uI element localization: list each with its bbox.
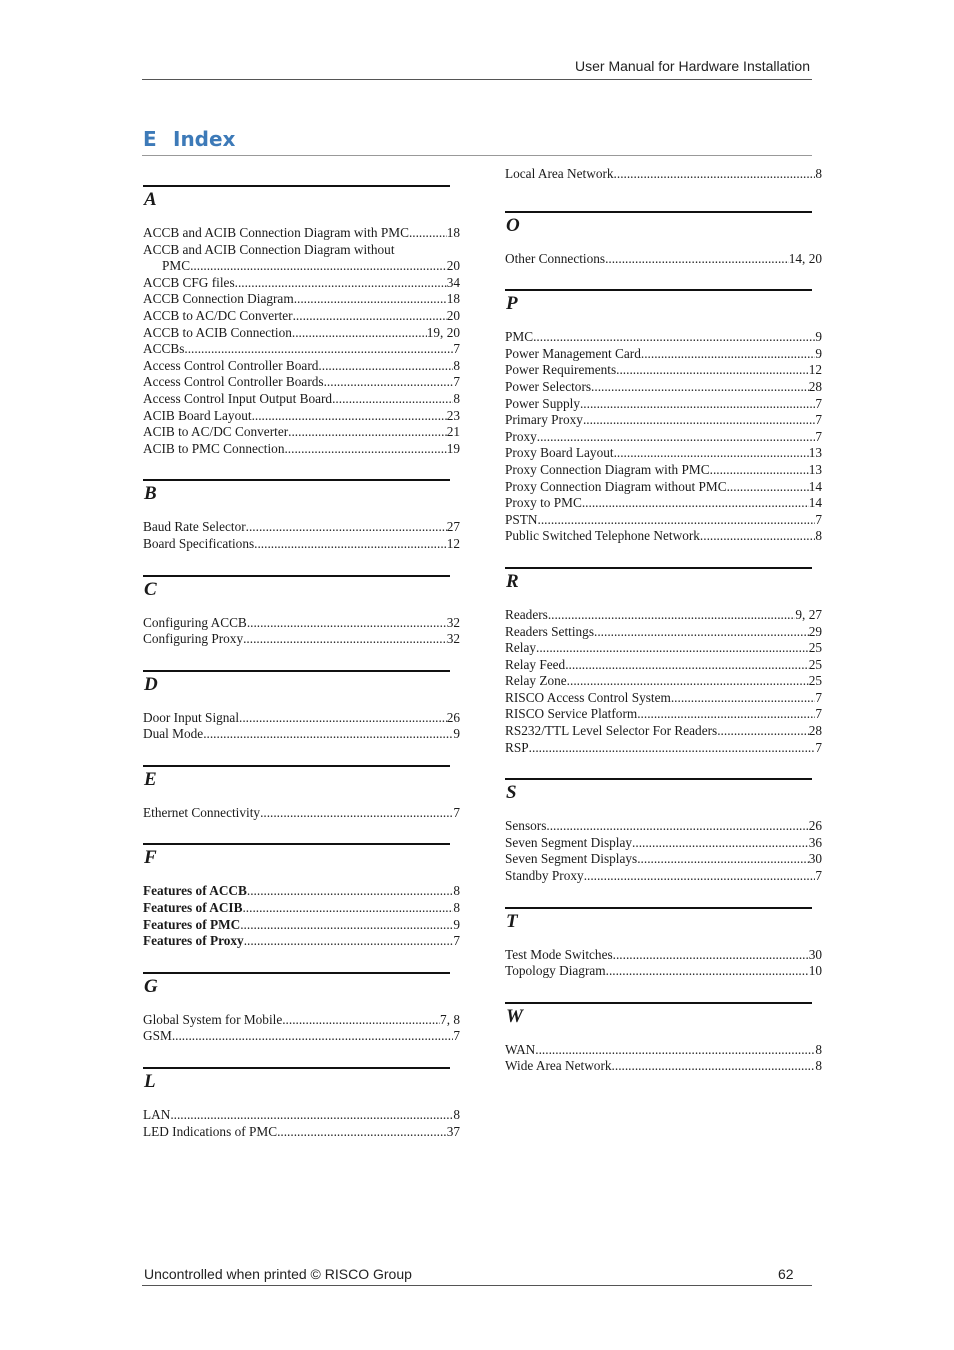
index-section — [143, 843, 460, 949]
index-entry — [505, 412, 822, 429]
index-page-ref: 26 — [808, 818, 822, 834]
dot-leader — [190, 258, 447, 275]
index-term: Wide Area Network — [505, 1058, 612, 1074]
index-section — [143, 185, 460, 457]
index-page-ref: 26 — [446, 709, 460, 725]
index-entry — [143, 710, 460, 727]
page-header-text: User Manual for Hardware Installation — [575, 58, 810, 74]
index-entry — [505, 690, 822, 707]
footer-rule — [142, 1285, 812, 1286]
dot-leader — [172, 1028, 454, 1045]
dot-leader — [254, 536, 447, 553]
index-page-ref: 7 — [815, 428, 822, 444]
index-entry — [505, 657, 822, 674]
dot-leader — [293, 308, 447, 325]
index-term: Configuring Proxy — [143, 631, 244, 647]
section-letter: F — [144, 847, 157, 869]
dot-leader — [605, 251, 789, 268]
dot-leader — [324, 374, 454, 391]
dot-leader — [247, 615, 447, 632]
index-term: Features of Proxy — [143, 933, 244, 949]
title-rule — [142, 155, 812, 156]
index-section — [505, 211, 822, 268]
section-entries — [143, 1107, 460, 1140]
index-entry — [505, 1042, 822, 1059]
index-entry — [143, 275, 460, 292]
index-page-ref: 12 — [808, 362, 822, 378]
section-entries — [143, 225, 460, 457]
dot-leader — [247, 883, 453, 900]
index-title — [143, 127, 235, 151]
index-section — [143, 765, 460, 822]
dot-leader — [242, 900, 453, 917]
index-page-ref: 8 — [453, 357, 460, 373]
index-entry — [143, 291, 460, 308]
section-letter: G — [144, 975, 158, 997]
dot-leader — [288, 424, 447, 441]
index-term: RS232/TTL Level Selector For Readers — [505, 723, 718, 739]
index-column-right — [505, 160, 822, 1075]
index-entry — [143, 1012, 460, 1029]
index-section — [505, 567, 822, 756]
index-term: Board Specifications — [143, 535, 255, 551]
index-page-ref: 9 — [453, 726, 460, 742]
dot-leader — [614, 445, 809, 462]
dot-leader — [244, 933, 454, 950]
index-page-ref: 19 — [446, 440, 460, 456]
section-entries — [143, 615, 460, 648]
section-letter: A — [144, 189, 157, 210]
index-page-ref: 30 — [808, 946, 822, 962]
section-letter: T — [506, 910, 518, 932]
index-page-ref: 25 — [808, 673, 822, 689]
index-page-ref: 8 — [453, 883, 460, 899]
dot-leader — [277, 1124, 447, 1141]
dot-leader — [294, 291, 447, 308]
index-term: LAN — [143, 1107, 171, 1123]
index-page-ref: 23 — [446, 407, 460, 423]
index-page-ref: 7 — [815, 868, 822, 884]
index-term: ACCB to AC/DC Converter — [143, 307, 293, 323]
dot-leader — [533, 329, 815, 346]
index-term: Seven Segment Display — [505, 834, 633, 850]
index-term: Readers — [505, 606, 548, 622]
index-term: Relay Zone — [505, 673, 567, 689]
section-letter: C — [144, 578, 157, 600]
dot-leader — [529, 740, 816, 757]
index-page-ref: 7 — [815, 689, 822, 705]
dot-leader — [616, 362, 809, 379]
index-page-ref: 27 — [446, 519, 460, 535]
section-letter: W — [506, 1005, 523, 1027]
index-page-ref: 18 — [446, 225, 460, 240]
index-term: WAN — [505, 1041, 536, 1057]
index-entry — [143, 341, 460, 358]
index-entry — [143, 1124, 460, 1141]
section-entries — [143, 1012, 460, 1045]
index-term: Access Control Input Output Board — [143, 390, 333, 406]
dot-leader — [535, 1042, 815, 1059]
index-page-ref: 14 — [808, 478, 822, 494]
index-entry — [505, 346, 822, 363]
index-section — [143, 1067, 460, 1140]
section-entries — [143, 883, 460, 949]
footer-copyright: Uncontrolled when printed © RISCO Group — [144, 1266, 412, 1282]
index-lead-entries — [505, 166, 822, 183]
index-section — [143, 670, 460, 743]
dot-leader — [594, 624, 809, 641]
section-letter: B — [144, 483, 157, 505]
header-rule — [142, 79, 812, 80]
dot-leader — [246, 519, 447, 536]
index-page-ref: 30 — [808, 851, 822, 867]
index-page-ref: 36 — [808, 834, 822, 850]
dot-leader — [203, 726, 453, 743]
section-entries — [143, 710, 460, 743]
dot-leader — [538, 512, 816, 529]
index-entry — [143, 1107, 460, 1124]
dot-leader — [537, 429, 816, 446]
index-term: Seven Segment Displays — [505, 851, 638, 867]
index-page-ref: 21 — [446, 424, 460, 440]
index-page-ref: 8 — [815, 1041, 822, 1057]
section-entries — [505, 607, 822, 756]
index-entry — [505, 723, 822, 740]
dot-leader — [580, 396, 815, 413]
dot-leader — [606, 963, 809, 980]
index-entry — [143, 308, 460, 325]
index-entry — [505, 362, 822, 379]
index-entry — [505, 851, 822, 868]
index-entry — [505, 251, 822, 268]
index-term: LED Indications of PMC — [143, 1123, 278, 1139]
section-entries — [505, 1042, 822, 1075]
index-entry — [505, 607, 822, 624]
index-term: ACIB Board Layout — [143, 407, 252, 423]
index-entry — [505, 818, 822, 835]
index-page-ref: 8 — [453, 900, 460, 916]
index-term: GSM — [143, 1028, 172, 1044]
index-term: Standby Proxy — [505, 868, 584, 884]
index-page-ref: 19, 20 — [426, 324, 460, 340]
index-page-ref: 18 — [446, 291, 460, 307]
index-section — [505, 778, 822, 884]
dot-leader — [239, 710, 447, 727]
index-term: Global System for Mobile — [143, 1011, 283, 1027]
index-term: Topology Diagram — [505, 963, 606, 979]
index-page-ref: 20 — [446, 258, 460, 274]
section-letter: E — [144, 768, 157, 790]
index-page-ref: 7 — [453, 933, 460, 949]
dot-leader — [637, 851, 808, 868]
index-page-ref: 8 — [815, 166, 822, 181]
index-section — [505, 1002, 822, 1075]
index-term: Sensors — [505, 818, 547, 834]
index-entry — [505, 479, 822, 496]
index-entry — [505, 868, 822, 885]
dot-leader — [613, 947, 809, 964]
index-entry — [505, 673, 822, 690]
index-term: Ethernet Connectivity — [143, 804, 261, 820]
index-page-ref: 9 — [815, 345, 822, 361]
index-term: Test Mode Switches — [505, 946, 613, 962]
index-entry — [143, 1028, 460, 1045]
index-term: PMC — [505, 329, 534, 345]
index-section — [143, 575, 460, 648]
index-section — [143, 972, 460, 1045]
index-entry — [505, 445, 822, 462]
index-page-ref: 34 — [446, 274, 460, 290]
index-entry — [505, 512, 822, 529]
index-page-ref: 7 — [453, 1028, 460, 1044]
index-entry — [143, 883, 460, 900]
section-letter: P — [506, 293, 518, 315]
index-term: Relay Feed — [505, 656, 566, 672]
index-page-ref: 13 — [808, 461, 822, 477]
index-entry — [505, 379, 822, 396]
index-term: ACCB Connection Diagram — [143, 291, 294, 307]
index-entry — [505, 329, 822, 346]
index-section — [143, 479, 460, 552]
index-page-ref: 7 — [453, 804, 460, 820]
index-page-ref: 25 — [808, 656, 822, 672]
index-entry — [143, 358, 460, 375]
index-page-ref: 28 — [808, 723, 822, 739]
index-entry — [505, 624, 822, 641]
dot-leader — [583, 412, 815, 429]
dot-leader — [235, 275, 447, 292]
index-term: Readers Settings — [505, 623, 595, 639]
footer-page-number: 62 — [778, 1266, 794, 1282]
index-section — [505, 289, 822, 545]
index-term: Power Management Card — [505, 345, 641, 361]
dot-leader — [184, 341, 453, 358]
index-term: Features of PMC — [143, 916, 241, 932]
index-entry — [143, 805, 460, 822]
index-term: Proxy Board Layout — [505, 445, 614, 461]
index-entry — [143, 424, 460, 441]
index-term: RSP — [505, 739, 529, 755]
index-entry — [505, 166, 822, 183]
index-entry — [143, 374, 460, 391]
index-term: Relay — [505, 640, 537, 656]
dot-leader — [671, 690, 815, 707]
index-entry — [143, 900, 460, 917]
index-entry — [143, 726, 460, 743]
index-term: ACIB to PMC Connection — [143, 440, 285, 456]
dot-leader — [565, 657, 809, 674]
index-entry — [505, 1058, 822, 1075]
dot-leader — [632, 835, 809, 852]
section-letter: R — [506, 570, 519, 592]
index-term: Proxy Connection Diagram without PMC — [505, 478, 727, 494]
index-term: Power Requirements — [505, 362, 617, 378]
index-entry — [143, 615, 460, 632]
index-page-ref: 7 — [815, 739, 822, 755]
index-term: Dual Mode — [143, 726, 204, 742]
index-term: Access Control Controller Board — [143, 357, 319, 373]
index-page-ref: 9 — [453, 916, 460, 932]
index-page-ref: 37 — [446, 1123, 460, 1139]
section-entries — [143, 519, 460, 552]
index-page-ref: 9, 27 — [795, 606, 822, 622]
index-term: ACCB CFG files — [143, 274, 235, 290]
index-term: Power Selectors — [505, 378, 592, 394]
dot-leader — [614, 166, 816, 183]
dot-leader — [727, 479, 809, 496]
dot-leader — [240, 917, 453, 934]
index-term: RISCO Service Platform — [505, 706, 638, 722]
index-term: Door Input Signal — [143, 709, 240, 725]
dot-leader — [548, 607, 796, 624]
dot-leader — [567, 673, 809, 690]
dot-leader — [546, 818, 808, 835]
dot-leader — [591, 379, 809, 396]
index-entry — [505, 835, 822, 852]
index-term: Configuring ACCB — [143, 614, 247, 630]
index-entry — [505, 462, 822, 479]
index-entry — [143, 325, 460, 342]
index-entry — [143, 631, 460, 648]
index-term: Power Supply — [505, 395, 580, 411]
index-term: ACCB and ACIB Connection Diagram with PMC — [143, 225, 409, 240]
index-page-ref: 28 — [808, 378, 822, 394]
section-entries — [505, 947, 822, 980]
index-term: Proxy Connection Diagram with PMC — [505, 461, 710, 477]
index-page-ref: 7 — [453, 341, 460, 357]
index-entry — [505, 528, 822, 545]
index-entry — [505, 429, 822, 446]
section-letter: S — [506, 782, 517, 804]
dot-leader — [612, 1058, 816, 1075]
index-column-left — [143, 160, 460, 1140]
section-entries — [143, 805, 460, 822]
section-letter: O — [506, 214, 520, 236]
index-page-ref: 8 — [453, 1107, 460, 1123]
index-entry — [143, 225, 460, 242]
index-page-ref: 7, 8 — [440, 1011, 460, 1027]
index-term: Primary Proxy — [505, 412, 583, 428]
index-entry — [505, 740, 822, 757]
dot-leader — [536, 640, 809, 657]
index-page-ref: 13 — [808, 445, 822, 461]
dot-leader — [260, 805, 453, 822]
index-page-ref: 20 — [446, 307, 460, 323]
index-page-ref: 8 — [815, 528, 822, 544]
index-page-ref: 7 — [815, 395, 822, 411]
dot-leader — [584, 868, 816, 885]
index-page-ref: 29 — [808, 623, 822, 639]
index-entry — [143, 536, 460, 553]
index-page-ref: 8 — [815, 1058, 822, 1074]
appendix-letter: E — [143, 127, 157, 151]
section-letter: D — [144, 673, 158, 695]
index-entry — [505, 947, 822, 964]
index-page-ref: 7 — [453, 374, 460, 390]
dot-leader — [710, 462, 809, 479]
index-page-ref: 14 — [808, 495, 822, 511]
index-entry — [143, 441, 460, 458]
section-letter: L — [144, 1071, 156, 1093]
index-title-text: Index — [173, 127, 236, 151]
index-term: ACIB to AC/DC Converter — [143, 424, 289, 440]
section-entries — [505, 818, 822, 884]
index-page-ref: 14, 20 — [788, 250, 822, 266]
index-entry — [143, 933, 460, 950]
index-term: Proxy — [505, 428, 537, 444]
index-entry — [505, 640, 822, 657]
index-term: Baud Rate Selector — [143, 519, 246, 535]
dot-leader — [292, 325, 427, 342]
index-term: Features of ACIB — [143, 900, 243, 916]
index-term-continuation: PMC — [162, 258, 191, 274]
dot-leader — [284, 441, 446, 458]
index-entry-continuation — [143, 258, 460, 275]
index-page-ref: 32 — [446, 631, 460, 647]
dot-leader — [641, 346, 815, 363]
index-page-ref: 32 — [446, 614, 460, 630]
dot-leader — [409, 225, 447, 242]
dot-leader — [582, 495, 809, 512]
index-term: RISCO Access Control System — [505, 689, 671, 705]
index-page-ref: 8 — [453, 390, 460, 406]
index-term: Public Switched Telephone Network — [505, 528, 700, 544]
index-term: Features of ACCB — [143, 883, 247, 899]
index-term: ACCB to ACIB Connection — [143, 324, 292, 340]
index-entry — [143, 917, 460, 934]
dot-leader — [318, 358, 453, 375]
section-entries — [505, 251, 822, 268]
index-page-ref: 7 — [815, 511, 822, 527]
index-entry — [143, 519, 460, 536]
index-section — [505, 907, 822, 980]
index-page-ref: 9 — [815, 329, 822, 345]
dot-leader — [637, 706, 815, 723]
index-page-ref: 25 — [808, 640, 822, 656]
index-entry — [143, 408, 460, 425]
index-term: Local Area Network — [505, 166, 614, 181]
dot-leader — [700, 528, 815, 545]
section-entries — [505, 329, 822, 545]
dot-leader — [717, 723, 808, 740]
index-entry — [505, 396, 822, 413]
index-term: Proxy to PMC — [505, 495, 582, 511]
index-term: ACCB and ACIB Connection Diagram without — [143, 241, 395, 257]
index-entry — [143, 391, 460, 408]
index-term: Other Connections — [505, 250, 606, 266]
index-page-ref: 7 — [815, 706, 822, 722]
index-page-ref: 10 — [808, 963, 822, 979]
index-entry — [505, 495, 822, 512]
index-page-ref: 12 — [446, 535, 460, 551]
dot-leader — [282, 1012, 440, 1029]
index-term: Access Control Controller Boards — [143, 374, 324, 390]
dot-leader — [243, 631, 447, 648]
index-term: PSTN — [505, 511, 538, 527]
index-entry — [143, 242, 460, 259]
index-entry — [505, 963, 822, 980]
index-term: ACCBs — [143, 341, 185, 357]
dot-leader — [332, 391, 453, 408]
index-entry — [505, 706, 822, 723]
dot-leader — [252, 408, 447, 425]
dot-leader — [170, 1107, 453, 1124]
index-page-ref: 7 — [815, 412, 822, 428]
